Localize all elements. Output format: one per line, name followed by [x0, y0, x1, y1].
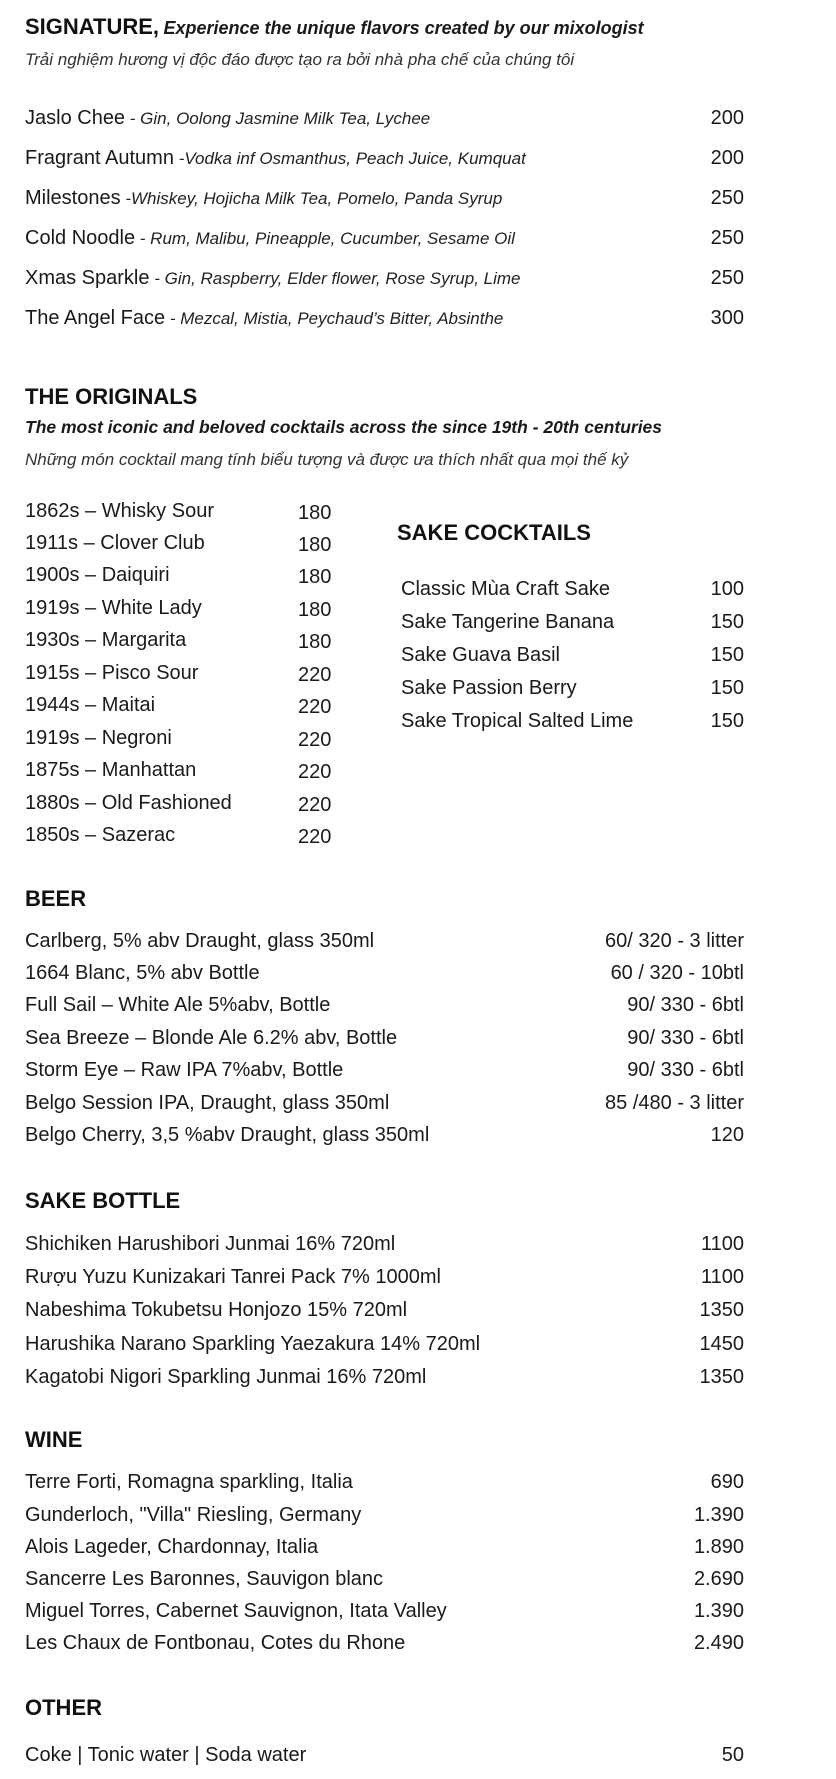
item-price: 150	[710, 710, 744, 732]
item-price: 150	[710, 677, 744, 699]
item-price: 1.890	[693, 1536, 744, 1558]
item-name: Gunderloch, "Villa" Riesling, Germany	[25, 1504, 362, 1526]
signature-title: SIGNATURE,	[25, 14, 160, 39]
item-price: 250	[710, 267, 744, 289]
item-price: 180	[298, 502, 332, 524]
item-price: 220	[298, 794, 332, 816]
list-item	[0, 930, 836, 962]
item-price: 1100	[700, 1266, 744, 1288]
signature-vn-subtitle: Trải nghiệm hương vị độc đáo được tạo ra bởi nhà pha chế của chúng tôi	[25, 50, 575, 69]
item-price: 150	[710, 611, 744, 633]
item-name: Sancerre Les Baronnes, Sauvigon blanc	[25, 1568, 384, 1590]
item-price: 180	[298, 566, 332, 588]
wine-title: WINE	[25, 1427, 83, 1452]
item-price: 2.490	[693, 1632, 744, 1654]
list-item: 1915s – Pisco Sour	[25, 662, 199, 684]
list-item	[0, 1744, 836, 1776]
signature-subtitle: Experience the unique flavors created by our mixologist	[163, 18, 644, 38]
item-price: 85 /480 - 3 litter	[605, 1092, 744, 1114]
list-item: 1850s – Sazerac	[25, 824, 176, 846]
list-item	[0, 1299, 836, 1331]
item-name: Belgo Cherry, 3,5 %abv Draught, glass 350ml	[25, 1124, 430, 1146]
item-price: 180	[298, 534, 332, 556]
list-item: 1944s – Maitai	[25, 694, 156, 716]
item-name: Les Chaux de Fontbonau, Cotes du Rhone	[25, 1632, 406, 1654]
list-item: 1919s – Negroni	[25, 727, 172, 749]
item-price: 220	[298, 696, 332, 718]
list-item	[0, 994, 836, 1026]
item-price: 250	[710, 227, 744, 249]
item-price: 90/ 330 - 6btl	[627, 994, 744, 1016]
item-name: Shichiken Harushibori Junmai 16% 720ml	[25, 1233, 396, 1255]
signature-header	[25, 14, 644, 40]
item-price: 150	[710, 644, 744, 666]
item-name: Kagatobi Nigori Sparkling Junmai 16% 720ml	[25, 1366, 427, 1388]
originals-subtitle: The most iconic and beloved cocktails across the since 19th - 20th centuries	[25, 417, 663, 437]
item-name: Jaslo Chee	[25, 107, 126, 129]
list-item	[0, 1266, 836, 1298]
item-price: 1350	[699, 1299, 744, 1321]
beer-title: BEER	[25, 886, 87, 911]
item-name: Miguel Torres, Cabernet Sauvignon, Itata Valley	[25, 1600, 447, 1622]
other-title: OTHER	[25, 1695, 102, 1720]
item-desc: - Gin, Raspberry, Elder flower, Rose Syrup, Lime	[149, 269, 521, 288]
item-name: Nabeshima Tokubetsu Honjozo 15% 720ml	[25, 1299, 408, 1321]
list-item	[0, 147, 836, 179]
item-name: Cold Noodle	[25, 227, 136, 249]
item-price: 220	[298, 826, 332, 848]
item-price: 1450	[699, 1333, 744, 1355]
list-item	[0, 1600, 836, 1632]
list-item	[0, 1124, 836, 1156]
list-item	[0, 962, 836, 994]
item-name: 1664 Blanc, 5% abv Bottle	[25, 962, 260, 984]
list-item: 1900s – Daiquiri	[25, 564, 170, 586]
list-item: 1919s – White Lady	[25, 597, 202, 619]
item-price: 1350	[699, 1366, 744, 1388]
list-item	[0, 1233, 836, 1265]
list-item	[0, 1536, 836, 1568]
list-item	[0, 1027, 836, 1059]
item-name: The Angel Face	[25, 307, 166, 329]
item-name: Sea Breeze – Blonde Ale 6.2% abv, Bottle	[25, 1027, 398, 1049]
originals-vn-subtitle: Những món cocktail mang tính biểu tượng và được ưa thích nhất qua mọi thế kỷ	[25, 450, 629, 469]
item-price: 200	[710, 107, 744, 129]
item-price: 90/ 330 - 6btl	[627, 1027, 744, 1049]
list-item: 1911s – Clover Club	[25, 532, 205, 554]
list-item	[0, 1504, 836, 1536]
item-price: 60/ 320 - 3 litter	[605, 930, 744, 952]
list-item	[0, 1471, 836, 1503]
list-item	[0, 107, 836, 139]
item-name: Rượu Yuzu Kunizakari Tanrei Pack 7% 1000ml	[25, 1266, 441, 1288]
item-name: Milestones	[25, 187, 121, 209]
item-name: Fragrant Autumn	[25, 147, 174, 169]
item-price: 220	[298, 761, 332, 783]
item-name: Full Sail – White Ale 5%abv, Bottle	[25, 994, 331, 1016]
item-name: Coke | Tonic water | Soda water	[25, 1744, 307, 1766]
item-price: 1.390	[693, 1504, 744, 1526]
list-item	[0, 187, 836, 219]
item-name: Belgo Session IPA, Draught, glass 350ml	[25, 1092, 390, 1114]
list-item: Sake Guava Basil	[401, 644, 560, 666]
list-item	[0, 1632, 836, 1664]
item-name: Xmas Sparkle	[25, 267, 150, 289]
item-desc: -Vodka inf Osmanthus, Peach Juice, Kumquat	[173, 149, 526, 168]
sake-bottle-title: SAKE BOTTLE	[25, 1188, 181, 1213]
item-name: Carlberg, 5% abv Draught, glass 350ml	[25, 930, 375, 952]
list-item	[0, 1092, 836, 1124]
list-item	[0, 1568, 836, 1600]
item-desc: - Rum, Malibu, Pineapple, Cucumber, Sesame Oil	[135, 229, 515, 248]
list-item: Sake Passion Berry	[401, 677, 577, 699]
list-item: 1880s – Old Fashioned	[25, 792, 232, 814]
list-item	[0, 227, 836, 259]
item-price: 690	[710, 1471, 744, 1493]
item-price: 180	[298, 631, 332, 653]
item-name: Alois Lageder, Chardonnay, Italia	[25, 1536, 319, 1558]
list-item	[0, 267, 836, 299]
item-price: 1.390	[693, 1600, 744, 1622]
sake-cocktails-title: SAKE COCKTAILS	[397, 520, 591, 545]
list-item	[0, 1059, 836, 1091]
originals-title: THE ORIGINALS	[25, 384, 198, 409]
item-desc: - Gin, Oolong Jasmine Milk Tea, Lychee	[125, 109, 431, 128]
item-price: 60 / 320 - 10btl	[610, 962, 744, 984]
item-price: 120	[710, 1124, 744, 1146]
item-price: 250	[710, 187, 744, 209]
item-name: Terre Forti, Romagna sparkling, Italia	[25, 1471, 353, 1493]
item-price: 180	[298, 599, 332, 621]
item-price: 200	[710, 147, 744, 169]
list-item: 1875s – Manhattan	[25, 759, 197, 781]
list-item: 1862s – Whisky Sour	[25, 500, 214, 522]
item-name: Harushika Narano Sparkling Yaezakura 14% 720ml	[25, 1333, 481, 1355]
list-item	[0, 1333, 836, 1365]
list-item: Classic Mùa Craft Sake	[401, 578, 610, 600]
item-price: 300	[710, 307, 744, 329]
item-price: 100	[710, 578, 744, 600]
item-desc: -Whiskey, Hojicha Milk Tea, Pomelo, Panda Syrup	[120, 189, 503, 208]
item-price: 220	[298, 729, 332, 751]
item-desc: - Mezcal, Mistia, Peychaud’s Bitter, Absinthe	[165, 309, 504, 328]
item-price: 90/ 330 - 6btl	[627, 1059, 744, 1081]
item-price: 1100	[700, 1233, 744, 1255]
item-name: Storm Eye – Raw IPA 7%abv, Bottle	[25, 1059, 344, 1081]
item-price: 50	[721, 1744, 744, 1766]
list-item: Sake Tropical Salted Lime	[401, 710, 634, 732]
list-item	[0, 1366, 836, 1398]
list-item: Sake Tangerine Banana	[401, 611, 615, 633]
item-price: 220	[298, 664, 332, 686]
list-item	[0, 307, 836, 339]
list-item: 1930s – Margarita	[25, 629, 187, 651]
item-price: 2.690	[693, 1568, 744, 1590]
